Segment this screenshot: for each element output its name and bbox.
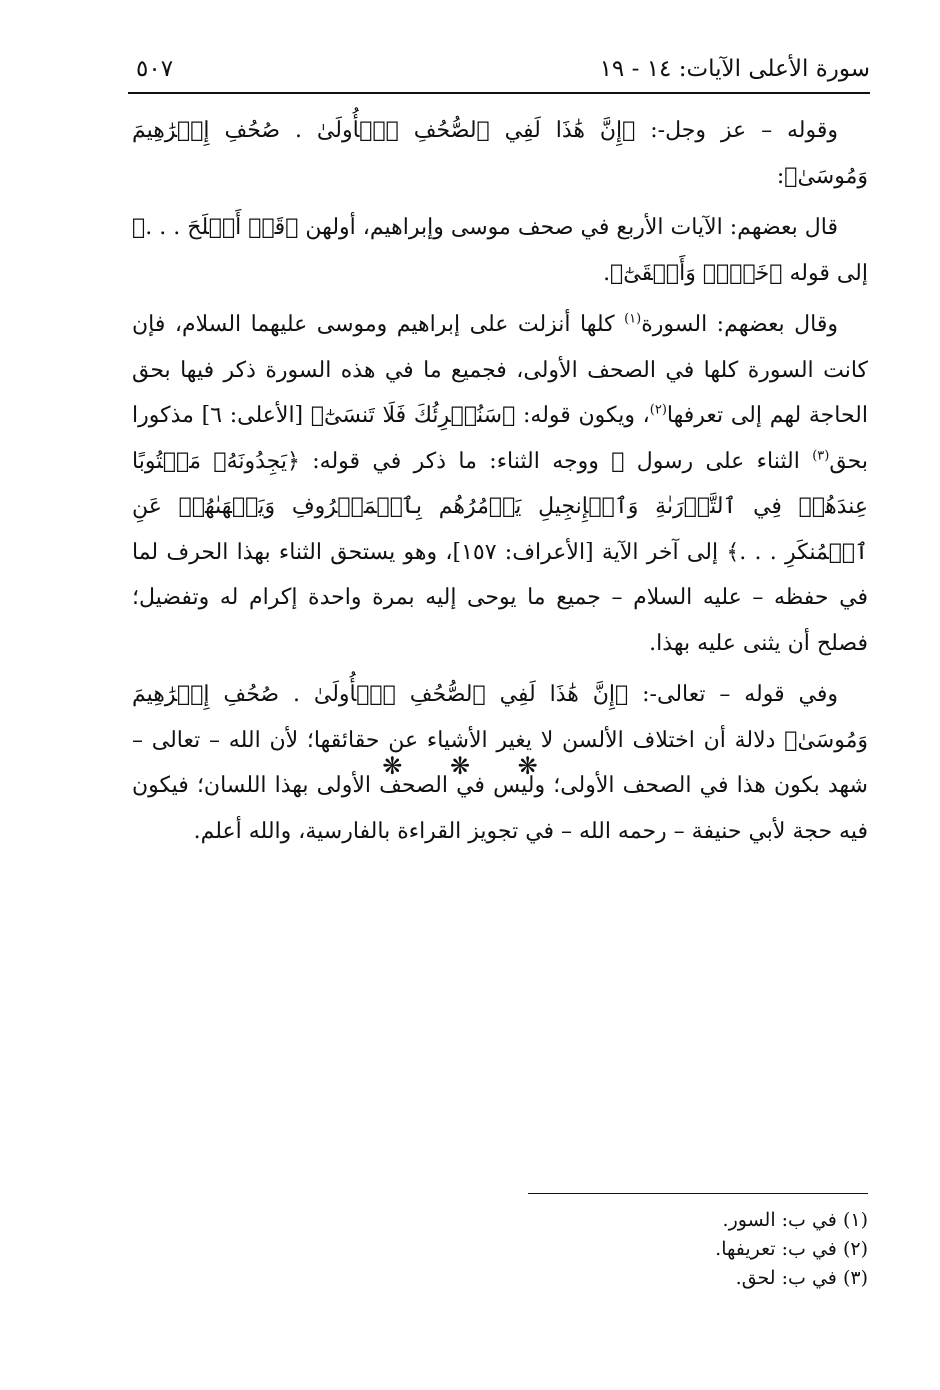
footnote-3 xyxy=(448,1264,868,1293)
footnote-number: (٢) xyxy=(842,1238,868,1260)
page-number: ٥٠٧ xyxy=(136,56,174,82)
section-separator: ❋ ❋ ❋ xyxy=(382,752,558,780)
paragraph-2: قال بعضهم: الآيات الأربع في صحف موسى وإبراهيم، أولهن ﴿قَدۡ أَفۡلَحَ . . .﴾ إلى قوله ﴿خَيۡرٞ وَأَبۡقَىٰٓ﴾. xyxy=(132,215,868,286)
footnotes xyxy=(448,1206,868,1293)
paragraph-3-text-2: كلها أنزلت على إبراهيم وموسى عليهما السلام، فإن كانت السورة كلها في الصحف الأولى، فجميع ما في هذه السورة ذكر فيها بحق الحاجة لهم إلى تعرفها xyxy=(132,312,869,428)
paragraph-3-text-3: ، ويكون قوله: ﴿سَنُقۡرِئُكَ فَلَا تَنسَىٰٓ﴾ [الأعلى: ٦] مذكورا بحق xyxy=(132,403,868,474)
footnote-text: في ب: لحق. xyxy=(735,1267,837,1289)
footnote-ref-3: (٣) xyxy=(812,448,830,464)
running-title: سورة الأعلى الآيات: ١٤ - ١٩ xyxy=(599,56,870,82)
footnote-text: في ب: السور. xyxy=(722,1209,837,1231)
paragraph-3 xyxy=(132,302,868,666)
footnote-ref-2: (٢) xyxy=(649,402,667,418)
paragraph-4: وفي قوله – تعالى-: ﴿إِنَّ هَٰذَا لَفِي ٱلصُّحُفِ ٱلۡأُولَىٰ . صُحُفِ إِبۡرَٰهِيمَ وَمُوسَىٰ﴾ دلالة أن اختلاف الألسن لا يغير الأشياء عن حقائقها؛ لأن الله – تعالى – شهد بكون هذا في الصحف الأولى؛ وليس في الصحف الأولى بهذا اللسان؛ فيكون فيه حجة لأبي حنيفة – رحمه الله – في تجويز القراءة بالفارسية، والله أعلم. xyxy=(132,682,868,844)
paragraph-1: وقوله – عز وجل-: ﴿إِنَّ هَٰذَا لَفِي ٱلصُّحُفِ ٱلۡأُولَىٰ . صُحُفِ إِبۡرَٰهِيمَ وَمُوسَىٰ﴾: xyxy=(132,118,868,189)
footnote-ref-1: (١) xyxy=(624,311,642,327)
paragraph-3-text-1: وقال بعضهم: السورة xyxy=(641,312,838,337)
page-header xyxy=(128,52,870,94)
footnote-number: (٣) xyxy=(842,1267,868,1289)
main-text xyxy=(132,108,868,860)
footnote-text: في ب: تعريفها. xyxy=(715,1238,837,1260)
footnote-2 xyxy=(448,1235,868,1264)
footnote-divider xyxy=(528,1193,868,1194)
footnote-1 xyxy=(448,1206,868,1235)
paragraph-3-text-4: الثناء على رسول ﷺ ووجه الثناء: ما ذكر في قوله: ﴿يَجِدُونَهُۥ مَكۡتُوبًا عِندَهُمۡ فِي ٱلتَّوۡرَىٰةِ وَٱلۡإِنجِيلِ يَأۡمُرُهُم بِٱلۡمَعۡرُوفِ وَيَنۡهَىٰهُمۡ عَنِ ٱلۡمُنكَرِ . . .﴾ إلى آخر الآية [الأعراف: ١٥٧]، وهو يستحق الثناء بهذا الحرف لما في حفظه – عليه السلام – جميع ما يوحى إليه بمرة واحدة إكرام له وتفضيل؛ فصلح أن يثنى عليه بهذا. xyxy=(132,448,868,656)
footnote-number: (١) xyxy=(842,1209,868,1231)
